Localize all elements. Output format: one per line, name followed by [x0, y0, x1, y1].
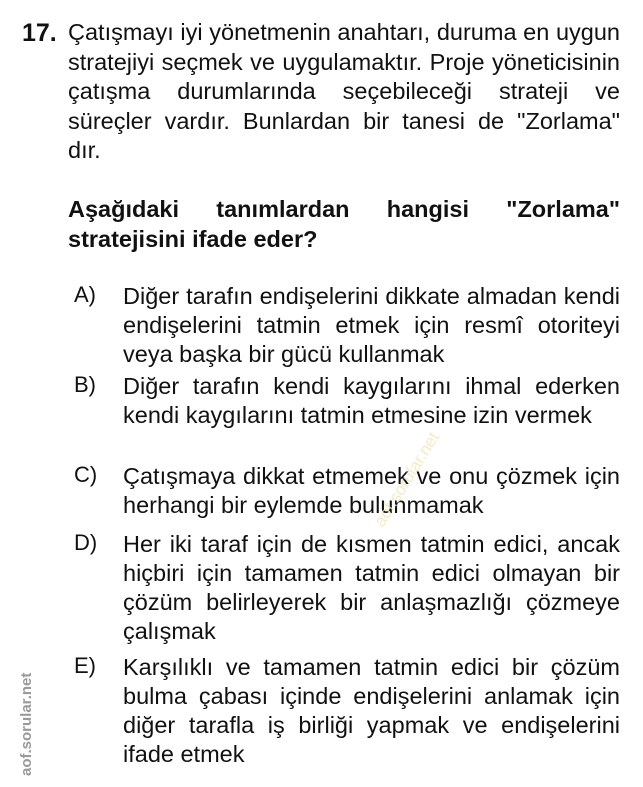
question-number: 17.	[22, 19, 57, 47]
option-text: Her iki taraf için de kısmen tatmin edici, ancak hiçbiri için tamamen tatmin edici olmayan bir çözüm belirleyerek bir anlaşmazlığı çözmeye çalışmak	[123, 531, 620, 644]
option-letter: E)	[74, 653, 96, 678]
option-text: Karşılıklı ve tamamen tatmin edici bir çözüm bulma çabası içinde endişelerini anlamak için diğer tarafla iş birliği yapmak ve endişelerini ifade etmek	[123, 654, 620, 767]
question-stem: Çatışmayı iyi yönetmenin anahtarı, duruma en uygun stratejiyi seçmek ve uygulamaktır. Proje yöneticisinin çatışma durumlarında seçebileceği strateji ve süreçler vardır. Bunlardan bir tanesi de "Zorlama" dır.	[68, 19, 620, 163]
option-letter: B)	[74, 372, 96, 397]
option-text: Çatışmaya dikkat etmemek ve onu çözmek için herhangi bir eylemde bulunmamak	[123, 463, 620, 518]
option-text: Diğer tarafın endişelerini dikkate almadan kendi endişelerini tatmin etmek için resmî otoriteyi veya başka bir gücü kullanmak	[123, 283, 620, 367]
option-text: Diğer tarafın kendi kaygılarını ihmal ederken kendi kaygılarını tatmin etmesine izin vermek	[123, 373, 620, 428]
option-letter: C)	[74, 462, 98, 487]
question-prompt: Aşağıdaki tanımlardan hangisi "Zorlama" stratejisini ifade eder?	[68, 196, 620, 252]
option-letter: A)	[74, 282, 96, 307]
option-letter: D)	[74, 530, 98, 555]
diagonal-watermark: aof.sorular.net	[370, 428, 444, 531]
side-watermark: aof.sorular.net	[18, 672, 35, 776]
